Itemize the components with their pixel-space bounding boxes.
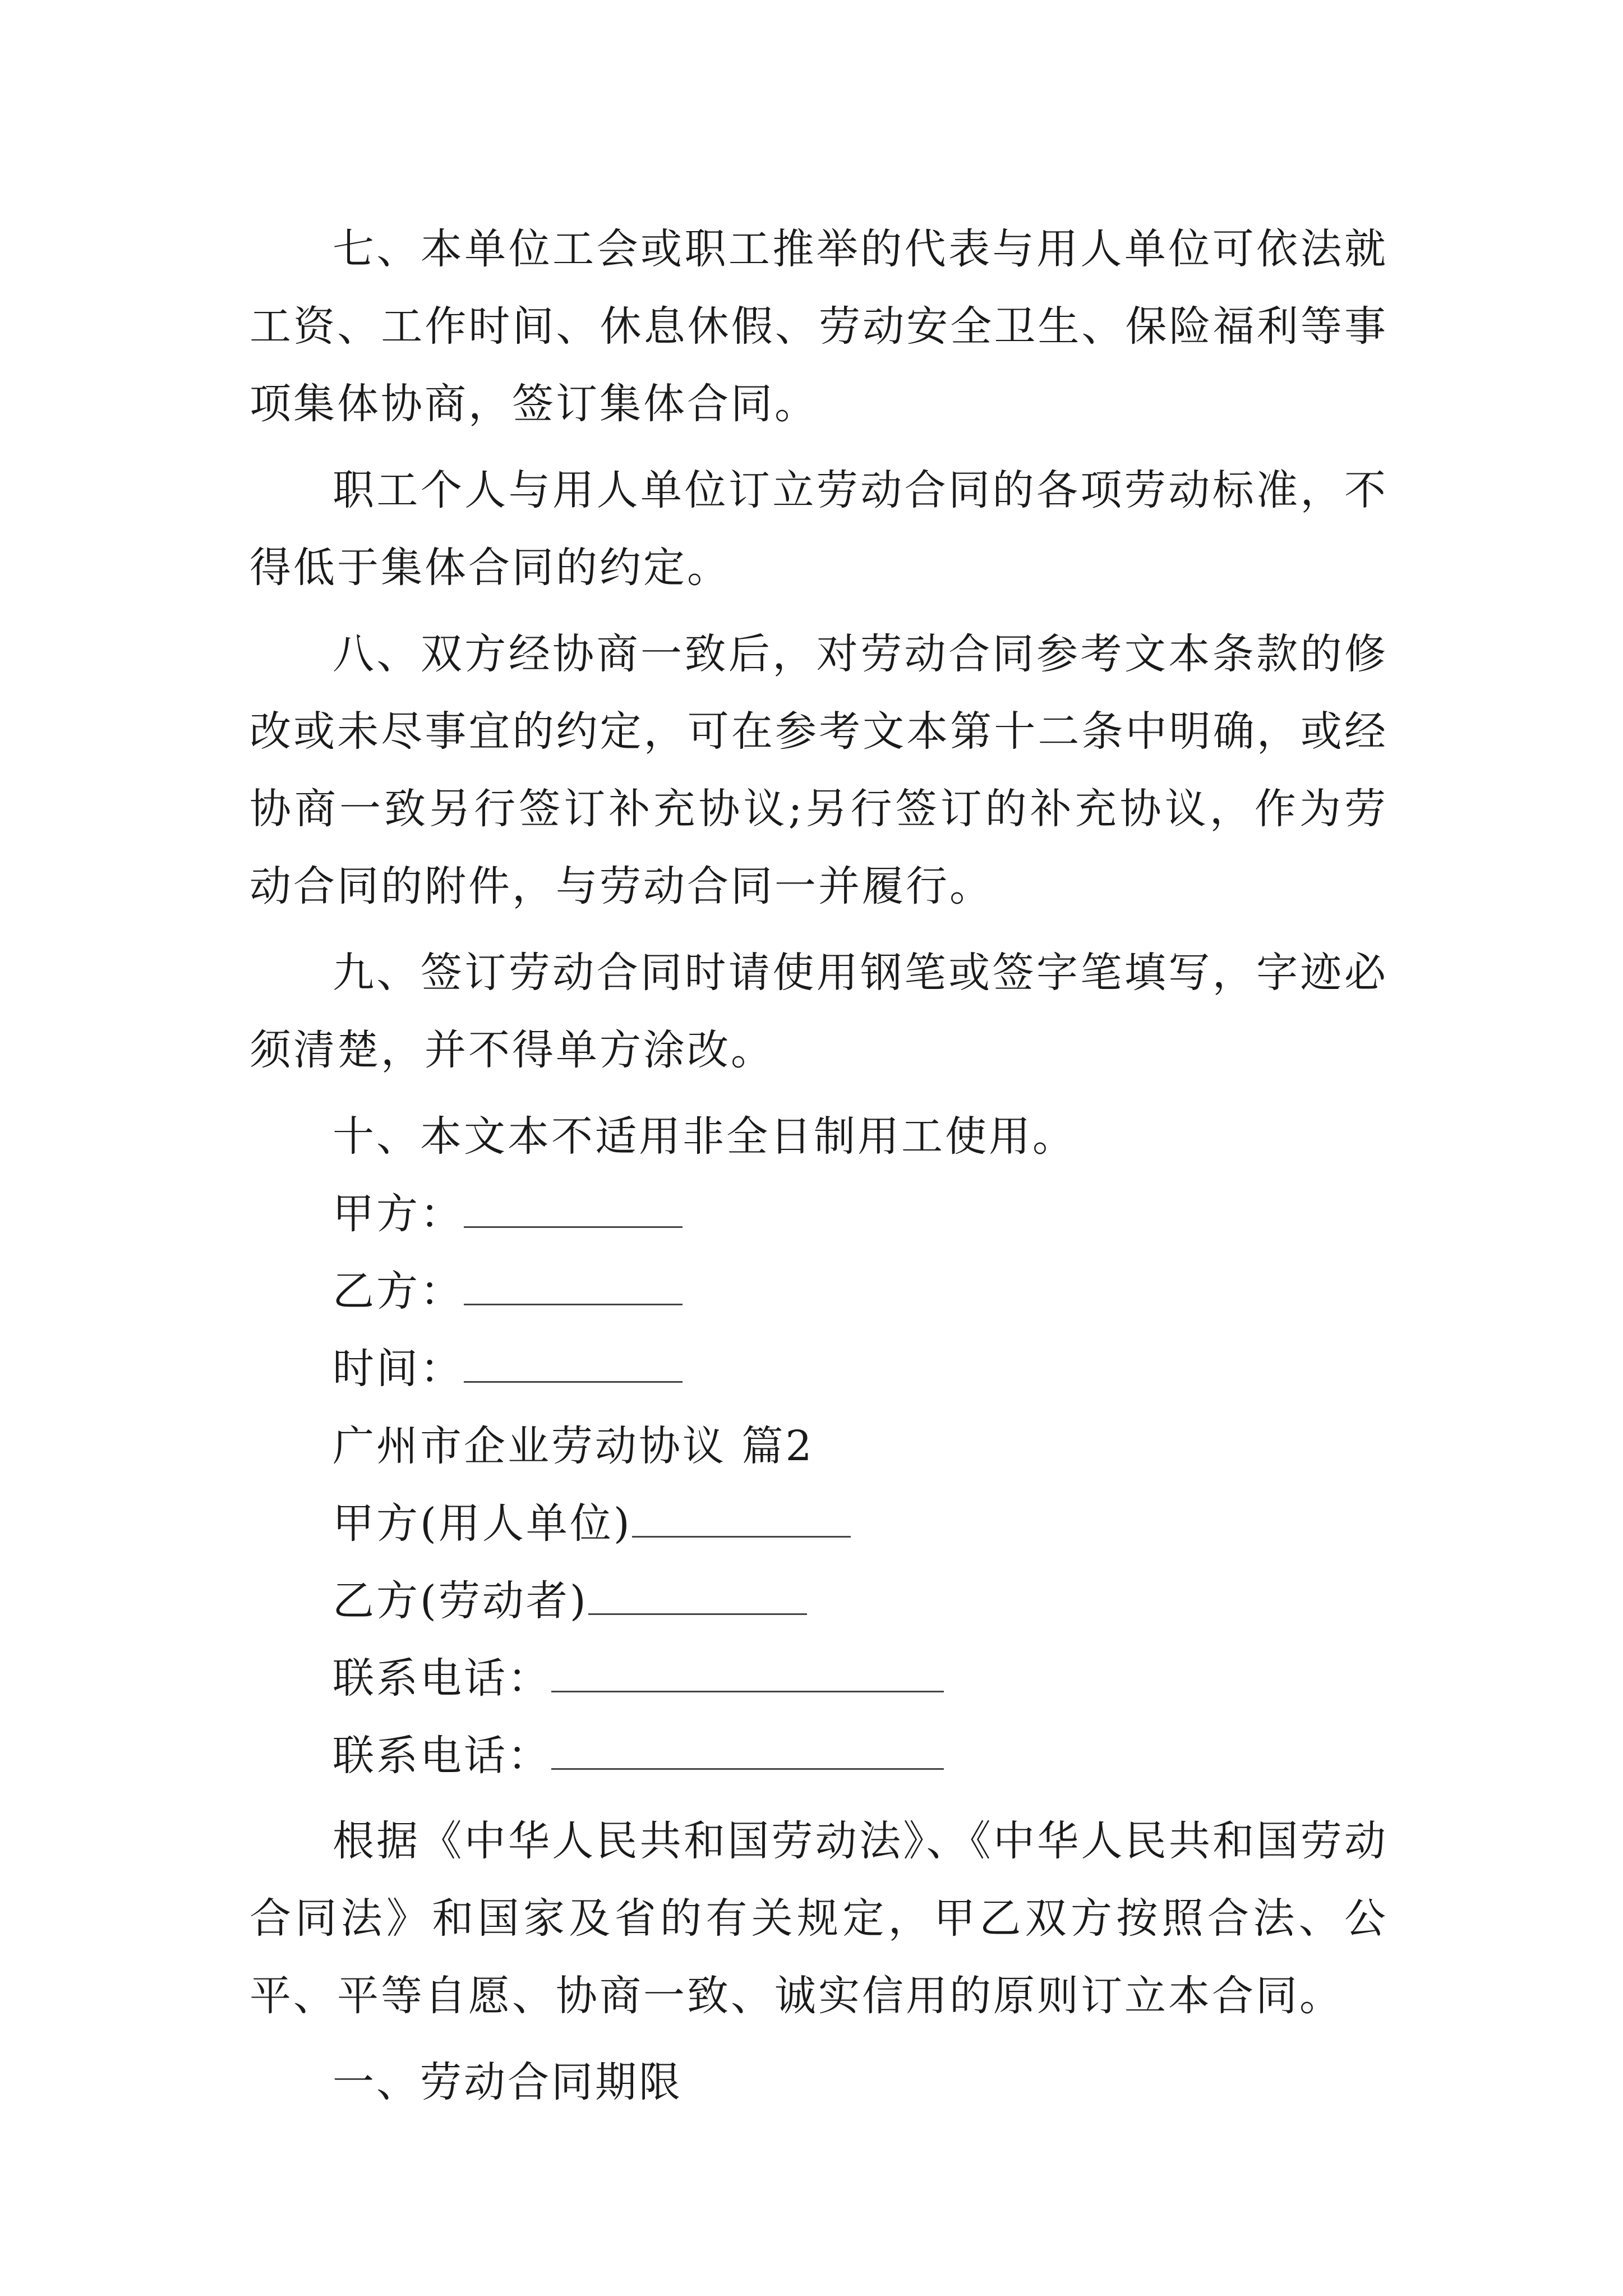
- phone-blank-1[interactable]: [551, 1656, 944, 1692]
- paragraph-individual-standards: 职工个人与用人单位订立劳动合同的各项劳动标准，不得低于集体合同的约定。: [250, 466, 1388, 592]
- phone-label-1: 联系电话：: [333, 1654, 551, 1703]
- paragraph-signing-pen: 九、签订劳动合同时请使用钢笔或签字笔填写，字迹必须清楚，并不得单方涂改。: [250, 949, 1388, 1074]
- signature-party-b-line: [250, 1253, 1388, 1330]
- worker-line: [250, 1562, 1388, 1640]
- employer-label: 甲方(用人单位): [333, 1499, 632, 1548]
- paragraph-non-fulltime: 十、本文本不适用非全日制用工使用。: [333, 1112, 1076, 1161]
- worker-blank[interactable]: [588, 1579, 807, 1615]
- document-page: [250, 210, 1388, 2121]
- party-b-label: 乙方：: [333, 1267, 464, 1315]
- paragraph-legal-basis: 根据《中华人民共和国劳动法》、《中华人民共和国劳动合同法》和国家及省的有关规定，甲乙双方按照合法、公平、平等自愿、协商一致、诚实信用的原则订立本合同。: [250, 1817, 1388, 2020]
- heading-contract-term: 一、劳动合同期限: [333, 2058, 683, 2106]
- phone-line-2: [250, 1717, 1388, 1795]
- party-a-label: 甲方：: [333, 1190, 464, 1238]
- paragraph-union-negotiation: 七、本单位工会或职工推举的代表与用人单位可依法就工资、工作时间、休息休假、劳动安全卫生、保险福利等事项集体协商，签订集体合同。: [250, 225, 1388, 428]
- time-blank[interactable]: [464, 1346, 683, 1383]
- phone-line-1: [250, 1640, 1388, 1717]
- signature-party-a-line: [250, 1175, 1388, 1253]
- phone-blank-2[interactable]: [551, 1733, 944, 1770]
- worker-label: 乙方(劳动者): [333, 1577, 588, 1625]
- section-title: 广州市企业劳动协议 篇2: [333, 1422, 814, 1470]
- employer-line: [250, 1485, 1388, 1562]
- party-b-blank[interactable]: [464, 1269, 683, 1305]
- employer-blank[interactable]: [632, 1501, 851, 1538]
- party-a-blank[interactable]: [464, 1191, 683, 1228]
- phone-label-2: 联系电话：: [333, 1732, 551, 1780]
- paragraph-supplementary-agreement: 八、双方经协商一致后，对劳动合同参考文本条款的修改或未尽事宜的约定，可在参考文本第十二条中明确，或经协商一致另行签订补充协议;另行签订的补充协议，作为劳动合同的附件，与劳动合同一并履行。: [250, 630, 1388, 910]
- time-label: 时间：: [333, 1345, 464, 1393]
- signature-time-line: [250, 1330, 1388, 1407]
